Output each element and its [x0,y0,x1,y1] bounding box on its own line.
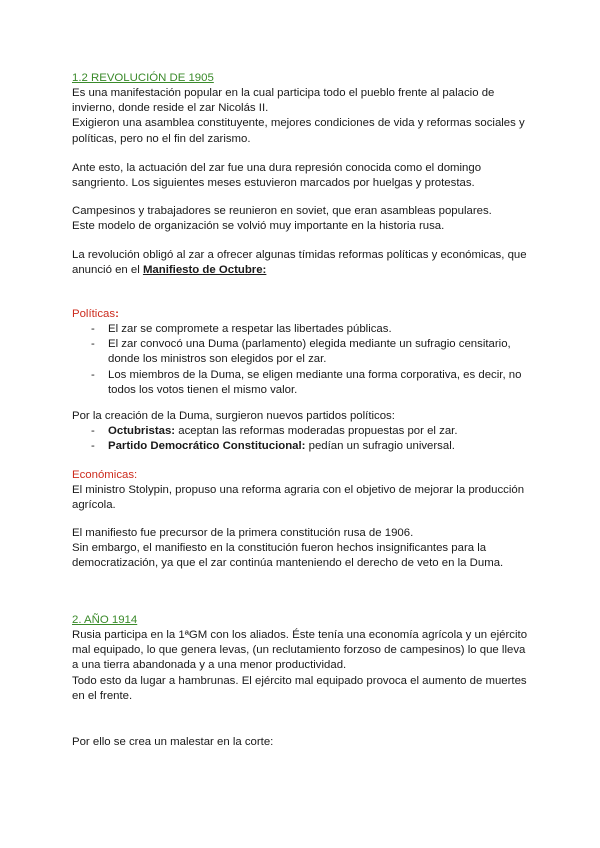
paragraph-text: La revolución obligó al zar a ofrecer algunas tímidas reformas políticas y económicas, que anunció en el [72,249,527,277]
partidos-list [72,424,532,454]
paragraph: Por ello se crea un malestar en la corte: [72,736,274,748]
list-item [72,322,532,337]
list-item [72,337,532,367]
section-heading-1914: 2. AÑO 1914 [72,614,138,626]
paragraph-text: Sin embargo, el manifiesto en la constitución fueron hechos insignificantes para la democratización, ya que el zar continúa manteniendo el derecho de veto en la Duma. [72,542,504,570]
politicas-list [72,322,532,398]
partidos-list-container [72,424,532,454]
paragraph: El ministro Stolypin, propuso una reforma agraria con el objetivo de mejorar la producción agrícola. [72,484,525,512]
paragraph-text: Es una manifestación popular en la cual participa todo el pueblo frente al palacio de invierno, donde reside el zar Nicolás II. [72,87,495,115]
manifiesto-link: Manifiesto de Octubre: [142,264,267,277]
paragraph-text: Todo esto da lugar a hambrunas. El ejército mal equipado provoca el aumento de muertes en el frente. [72,674,527,702]
dash-marker: - [91,338,95,351]
dash-marker: - [91,440,95,453]
section-heading-1905: 1.2 REVOLUCIÓN DE 1905 [72,72,214,84]
paragraph: Ante esto, la actuación del zar fue una dura represión conocida como el domingo sangriento. Los siguientes meses estuvieron marcados por huelgas y protestas. [72,162,482,190]
partido-name: Octubristas: [108,425,176,437]
paragraph [72,628,532,704]
partido-desc: pedían un sufragio universal. [305,440,455,453]
politicas-label [72,307,532,322]
paragraph [72,86,532,147]
label-colon: : [115,308,119,320]
partido-name: Partido Democrático Constitucional: [108,440,306,453]
dash-marker: - [91,323,95,335]
paragraph [72,248,532,278]
paragraph-text: Este modelo de organización se volvió muy importante en la historia rusa. [72,220,445,233]
paragraph-text: Campesinos y trabajadores se reunieron en soviet, que eran asambleas populares. [72,205,492,217]
dash-marker: - [91,368,95,381]
paragraph: Por la creación de la Duma, surgieron nuevos partidos políticos: [72,410,395,422]
list-item [72,424,532,439]
politicas-list-container [72,322,532,398]
paragraph [72,204,532,234]
dash-marker: - [91,425,95,437]
paragraph [72,526,532,572]
list-item [72,439,532,454]
list-item [72,368,532,398]
paragraph-text: Rusia participa en la 1ªGM con los aliados. Éste tenía una economía agrícola y un ejército mal equipado, lo que genera levas, (un reclutamiento forzoso de campesinos) lo que lleva a una tierra abandonada y a una menor productividad. [72,629,528,672]
list-item-text: El zar se compromete a respetar las libertades públicas. [108,323,392,335]
economicas-label: Económicas: [72,469,138,481]
paragraph-text: El manifiesto fue precursor de la primera constitución rusa de 1906. [72,527,414,539]
list-item-text: El zar convocó una Duma (parlamento) elegida mediante un sufragio censitario, donde los ministros son elegidos por el zar. [108,338,511,366]
partido-desc: aceptan las reformas moderadas propuestas por el zar. [175,425,458,437]
paragraph-text: Exigieron una asamblea constituyente, mejores condiciones de vida y reformas sociales y políticas, pero no el fin del zarismo. [72,117,525,145]
label-text: Políticas [72,308,116,320]
list-item-text: Los miembros de la Duma, se eligen mediante una forma corporativa, es decir, no todos los votos tienen el mismo valor. [108,368,522,396]
